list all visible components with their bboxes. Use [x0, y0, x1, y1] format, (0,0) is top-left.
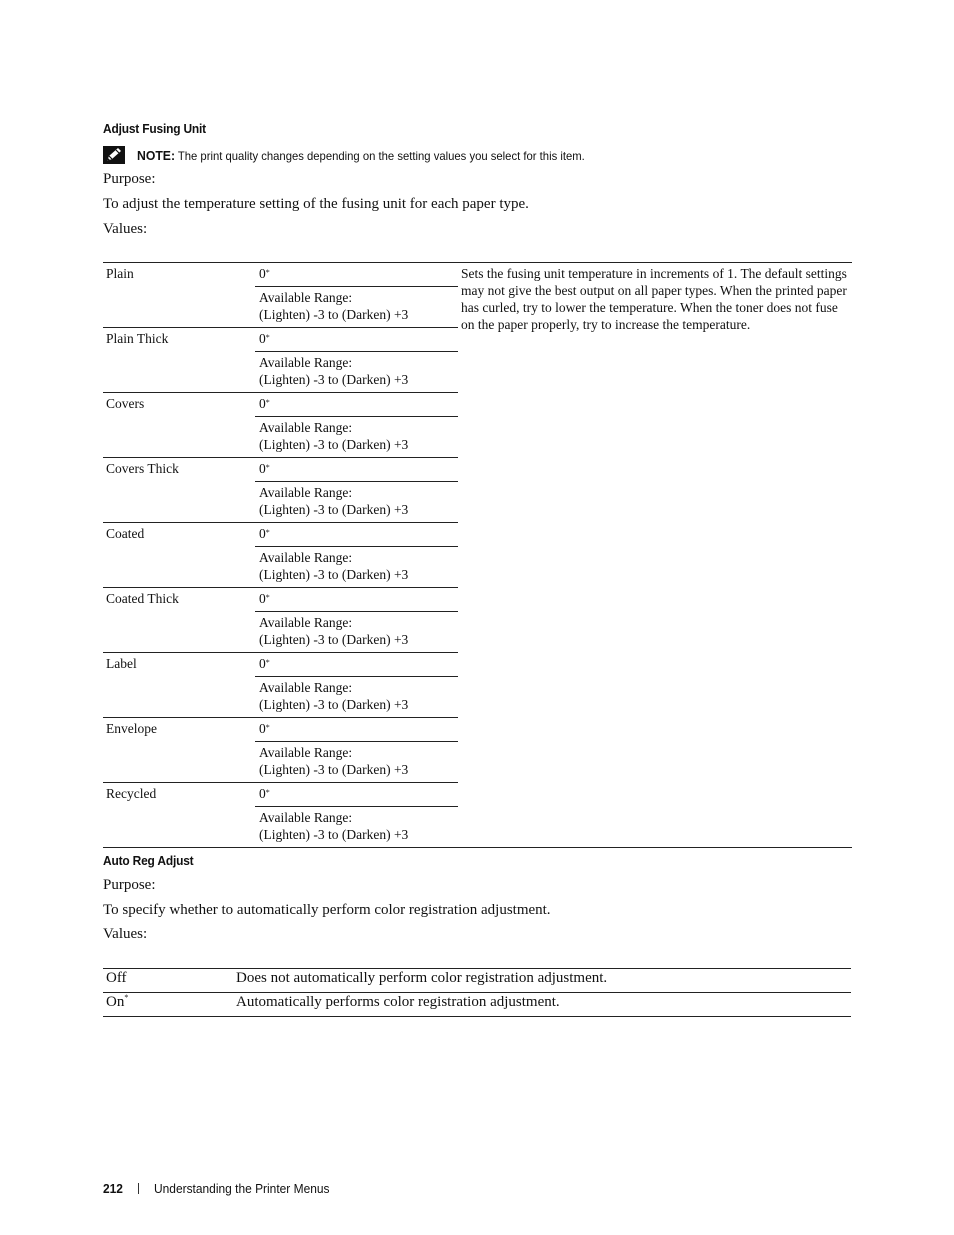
default-mark: *: [265, 463, 270, 472]
purpose-label: Purpose:: [103, 877, 156, 893]
footer-separator: [138, 1183, 139, 1194]
range-label: Available Range:: [259, 615, 353, 630]
default-value-cell: [255, 458, 458, 482]
range-value: (Lighten) -3 to (Darken) +3: [259, 827, 409, 842]
default-value-cell: [255, 588, 458, 612]
paper-type-name: Plain: [103, 263, 255, 328]
default-value-cell: [255, 653, 458, 677]
default-value: 0: [259, 656, 266, 671]
fusing-values-table: [103, 262, 852, 848]
option-key: On: [106, 994, 125, 1010]
range-label: Available Range:: [259, 550, 353, 565]
paper-type-name: Envelope: [103, 718, 255, 783]
purpose-text: To specify whether to automatically perform color registration adjustment.: [103, 902, 551, 918]
default-mark: *: [265, 788, 270, 797]
section-heading-adjust-fusing-unit: Adjust Fusing Unit: [103, 121, 206, 136]
available-range-cell: [255, 547, 458, 588]
available-range-cell: [255, 482, 458, 523]
option-description: Automatically performs color registration adjustment.: [233, 993, 851, 1017]
default-mark: *: [265, 723, 270, 732]
purpose-text: To adjust the temperature setting of the fusing unit for each paper type.: [103, 196, 529, 212]
default-mark: *: [124, 993, 129, 1002]
default-value: 0: [259, 591, 266, 606]
option-description: Does not automatically perform color registration adjustment.: [233, 969, 851, 993]
default-value: 0: [259, 721, 266, 736]
default-value-cell: [255, 263, 458, 287]
values-label: Values:: [103, 926, 148, 942]
default-value: 0: [259, 526, 266, 541]
table-row: [103, 969, 851, 993]
note-body: The print quality changes depending on the setting values you select for this item.: [177, 148, 585, 163]
range-value: (Lighten) -3 to (Darken) +3: [259, 567, 409, 582]
available-range-cell: [255, 807, 458, 848]
default-value-cell: [255, 783, 458, 807]
default-value-cell: [255, 718, 458, 742]
default-value: 0: [259, 786, 266, 801]
range-label: Available Range:: [259, 290, 353, 305]
available-range-cell: [255, 677, 458, 718]
option-key: Off: [106, 970, 127, 986]
paper-type-name: Covers: [103, 393, 255, 458]
paper-type-name: Label: [103, 653, 255, 718]
paper-type-name: Plain Thick: [103, 328, 255, 393]
available-range-cell: [255, 352, 458, 393]
default-value-cell: [255, 328, 458, 352]
note: [103, 146, 613, 164]
default-mark: *: [265, 268, 270, 277]
range-label: Available Range:: [259, 745, 353, 760]
table-row: [103, 993, 851, 1017]
range-value: (Lighten) -3 to (Darken) +3: [259, 762, 409, 777]
range-label: Available Range:: [259, 485, 353, 500]
paper-type-name: Recycled: [103, 783, 255, 848]
option-key-cell: [103, 969, 233, 993]
default-mark: *: [265, 333, 270, 342]
page-number: 212: [103, 1181, 123, 1196]
auto-reg-values-table: [103, 968, 851, 1017]
range-value: (Lighten) -3 to (Darken) +3: [259, 372, 409, 387]
range-value: (Lighten) -3 to (Darken) +3: [259, 697, 409, 712]
paper-type-name: Coated: [103, 523, 255, 588]
available-range-cell: [255, 742, 458, 783]
setting-description: Sets the fusing unit temperature in increments of 1. The default settings may not give the best output on all paper types. When the printed paper has curled, try to lower the temperature. When the toner does not fuse on the paper properly, try to increase the temperature.: [458, 263, 852, 848]
default-mark: *: [265, 398, 270, 407]
values-label: Values:: [103, 221, 148, 237]
default-mark: *: [265, 593, 270, 602]
range-value: (Lighten) -3 to (Darken) +3: [259, 502, 409, 517]
page-footer: [103, 1181, 344, 1196]
purpose-label: Purpose:: [103, 171, 156, 187]
range-value: (Lighten) -3 to (Darken) +3: [259, 437, 409, 452]
default-value-cell: [255, 393, 458, 417]
available-range-cell: [255, 612, 458, 653]
default-value: 0: [259, 396, 266, 411]
range-value: (Lighten) -3 to (Darken) +3: [259, 632, 409, 647]
default-mark: *: [265, 528, 270, 537]
note-label: NOTE:: [137, 147, 176, 163]
range-value: (Lighten) -3 to (Darken) +3: [259, 307, 409, 322]
default-value: 0: [259, 461, 266, 476]
paper-type-name: Coated Thick: [103, 588, 255, 653]
chapter-title: Understanding the Printer Menus: [153, 1181, 330, 1196]
option-key-cell: [103, 993, 233, 1017]
note-pencil-icon: [103, 146, 125, 164]
default-value: 0: [259, 266, 266, 281]
default-mark: *: [265, 658, 270, 667]
range-label: Available Range:: [259, 680, 353, 695]
table-row: [103, 263, 852, 287]
note-text: [137, 148, 585, 163]
range-label: Available Range:: [259, 810, 353, 825]
default-value-cell: [255, 523, 458, 547]
paper-type-name: Covers Thick: [103, 458, 255, 523]
range-label: Available Range:: [259, 355, 353, 370]
available-range-cell: [255, 417, 458, 458]
default-value: 0: [259, 331, 266, 346]
available-range-cell: [255, 287, 458, 328]
range-label: Available Range:: [259, 420, 353, 435]
section-heading-auto-reg-adjust: Auto Reg Adjust: [103, 853, 194, 868]
